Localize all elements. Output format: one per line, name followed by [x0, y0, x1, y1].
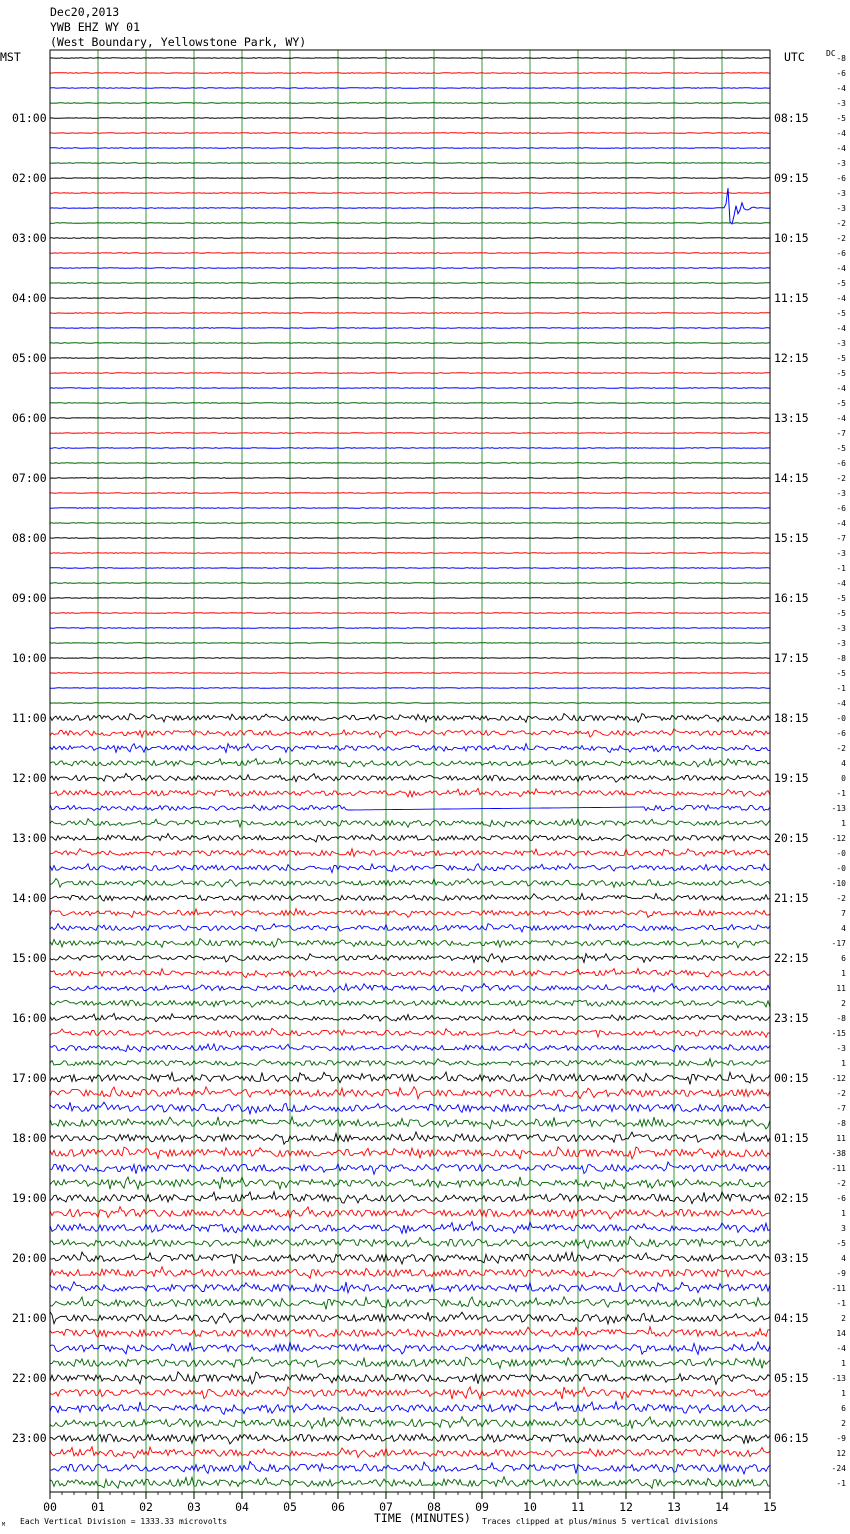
trace-row — [50, 864, 770, 873]
dc-offset-value: -4 — [836, 1344, 846, 1353]
x-tick-label: 11 — [571, 1500, 585, 1514]
trace-row — [50, 1059, 770, 1067]
trace-row — [50, 568, 770, 569]
dc-offset-value: -1 — [836, 564, 846, 573]
dc-offset-value: -6 — [836, 504, 846, 513]
dc-offset-value: 1 — [841, 1209, 846, 1218]
hour-label-utc: 19:15 — [774, 771, 809, 785]
dc-offset-value: 1 — [841, 1359, 846, 1368]
hour-label-utc: 16:15 — [774, 591, 809, 605]
dc-offset-value: -11 — [831, 1284, 846, 1293]
trace-row — [50, 1327, 770, 1338]
hour-label-utc: 22:15 — [774, 951, 809, 965]
trace-row — [50, 954, 770, 963]
trace-row — [50, 1342, 770, 1355]
dc-offset-value: -6 — [836, 69, 846, 78]
hour-label-utc: 23:15 — [774, 1011, 809, 1025]
hour-label-mst: 08:00 — [12, 531, 47, 545]
dc-offset-value: 7 — [841, 909, 846, 918]
hour-label-utc: 02:15 — [774, 1191, 809, 1205]
dc-offset-value: 4 — [841, 924, 846, 933]
x-tick-label: 07 — [379, 1500, 393, 1514]
dc-offset-value: -2 — [836, 1089, 846, 1098]
dc-offset-value: 1 — [841, 819, 846, 828]
dc-offset-value: -2 — [836, 234, 846, 243]
dc-offset-value: 2 — [841, 1314, 846, 1323]
dc-offset-value: -4 — [836, 699, 846, 708]
dc-offset-value: -4 — [836, 84, 846, 93]
x-axis-title: TIME (MINUTES) — [374, 1511, 471, 1525]
dc-offset-value: -38 — [831, 1149, 846, 1158]
trace-row — [50, 298, 770, 299]
trace-row — [50, 729, 770, 738]
hour-label-mst: 20:00 — [12, 1251, 47, 1265]
dc-offset-value: -4 — [836, 519, 846, 528]
trace-row — [50, 193, 770, 194]
footer-scale-note: Each Vertical Division = 1333.33 microvolts — [20, 1517, 228, 1526]
hour-label-utc: 15:15 — [774, 531, 809, 545]
utc-hour-labels — [774, 111, 809, 1445]
trace-row — [50, 805, 770, 811]
trace-row — [50, 1372, 770, 1384]
trace-row — [50, 523, 770, 524]
trace-row — [50, 178, 770, 179]
trace-row — [50, 1192, 770, 1204]
trace-row — [50, 253, 770, 254]
dc-offset-labels — [832, 54, 847, 1488]
dc-offset-value: -11 — [831, 1164, 846, 1173]
dc-offset-value: 3 — [841, 1224, 846, 1233]
dc-offset-value: 4 — [841, 1254, 846, 1263]
trace-row — [50, 268, 770, 269]
trace-row — [50, 819, 770, 828]
dc-offset-value: -5 — [836, 609, 846, 618]
dc-offset-value: -5 — [836, 354, 846, 363]
header-date: Dec20,2013 — [50, 5, 120, 19]
trace-row — [50, 328, 770, 329]
hour-label-utc: 18:15 — [774, 711, 809, 725]
hour-label-utc: 11:15 — [774, 291, 809, 305]
dc-offset-value: -6 — [836, 174, 846, 183]
dc-offset-value: -4 — [836, 144, 846, 153]
dc-offset-value: -4 — [836, 384, 846, 393]
trace-row — [50, 1044, 770, 1052]
dc-offset-value: 1 — [841, 1059, 846, 1068]
dc-offset-value: 6 — [841, 954, 846, 963]
dc-offset-value: -4 — [836, 129, 846, 138]
trace-row — [50, 598, 770, 599]
dc-offset-value: -8 — [836, 654, 846, 663]
hour-label-utc: 04:15 — [774, 1311, 809, 1325]
trace-row — [50, 508, 770, 509]
dc-offset-value: -12 — [831, 1074, 846, 1083]
dc-offset-value: 12 — [836, 1449, 846, 1458]
trace-row — [50, 238, 770, 239]
dc-offset-value: -13 — [831, 804, 846, 813]
hour-label-utc: 13:15 — [774, 411, 809, 425]
dc-offset-value: -17 — [831, 939, 846, 948]
dc-offset-value: -6 — [836, 459, 846, 468]
x-tick-label: 02 — [139, 1500, 153, 1514]
trace-row — [50, 118, 770, 119]
x-tick-label: 10 — [523, 1500, 537, 1514]
trace-row — [50, 939, 770, 948]
hour-label-mst: 22:00 — [12, 1371, 47, 1385]
trace-row — [50, 1117, 770, 1129]
dc-offset-value: 6 — [841, 1404, 846, 1413]
hour-label-mst: 18:00 — [12, 1131, 47, 1145]
hour-label-mst: 09:00 — [12, 591, 47, 605]
hour-label-utc: 21:15 — [774, 891, 809, 905]
hour-label-mst: 15:00 — [12, 951, 47, 965]
dc-offset-value: -15 — [831, 1029, 846, 1038]
left-timezone-label: MST — [0, 50, 21, 64]
dc-offset-value: -2 — [836, 474, 846, 483]
x-tick-label: 08 — [427, 1500, 441, 1514]
trace-row — [50, 133, 770, 134]
seismic-traces — [50, 58, 770, 1489]
dc-offset-value: -5 — [836, 1239, 846, 1248]
dc-offset-value: -10 — [831, 879, 846, 888]
trace-row — [50, 388, 770, 389]
trace-row — [50, 418, 770, 419]
dc-offset-value: 1 — [841, 1389, 846, 1398]
dc-offset-value: 2 — [841, 999, 846, 1008]
dc-offset-value: 14 — [836, 1329, 846, 1338]
trace-row — [50, 103, 770, 104]
trace-row — [50, 373, 770, 374]
trace-row — [50, 1267, 770, 1279]
trace-row — [50, 1072, 770, 1084]
dc-offset-value: -5 — [836, 369, 846, 378]
hour-label-mst: 13:00 — [12, 831, 47, 845]
trace-row — [50, 1252, 770, 1264]
hour-label-mst: 04:00 — [12, 291, 47, 305]
trace-row — [50, 1177, 770, 1189]
trace-row — [50, 478, 770, 479]
dc-offset-value: -3 — [836, 189, 846, 198]
dc-offset-value: -1 — [836, 1299, 846, 1308]
trace-row — [50, 773, 770, 782]
hour-label-utc: 06:15 — [774, 1431, 809, 1445]
trace-row — [50, 849, 770, 857]
x-tick-label: 06 — [331, 1500, 345, 1514]
dc-offset-value: -3 — [836, 624, 846, 633]
hour-label-utc: 09:15 — [774, 171, 809, 185]
trace-row — [50, 538, 770, 539]
dc-offset-value: -3 — [836, 204, 846, 213]
x-tick-label: 14 — [715, 1500, 729, 1514]
trace-row — [50, 1447, 770, 1459]
trace-row — [50, 1462, 770, 1474]
dc-offset-value: -0 — [836, 714, 846, 723]
hour-label-mst: 05:00 — [12, 351, 47, 365]
trace-row — [50, 1000, 770, 1007]
dc-offset-value: -7 — [836, 1104, 846, 1113]
trace-row — [50, 58, 770, 59]
hour-label-utc: 01:15 — [774, 1131, 809, 1145]
trace-row — [50, 924, 770, 932]
x-tick-label: 03 — [187, 1500, 201, 1514]
dc-offset-value: -9 — [836, 1269, 846, 1278]
dc-offset-value: -2 — [836, 744, 846, 753]
dc-offset-value: -1 — [836, 789, 846, 798]
trace-row — [50, 1282, 770, 1293]
dc-offset-value: -9 — [836, 1434, 846, 1443]
trace-row — [50, 1297, 770, 1310]
dc-offset-value: 11 — [836, 1134, 846, 1143]
hour-label-mst: 01:00 — [12, 111, 47, 125]
hour-label-utc: 17:15 — [774, 651, 809, 665]
dc-offset-value: -1 — [836, 684, 846, 693]
trace-row — [50, 88, 770, 89]
dc-offset-value: -8 — [836, 1014, 846, 1023]
dc-offset-value: -5 — [836, 279, 846, 288]
dc-offset-value: 2 — [841, 1419, 846, 1428]
trace-row — [50, 583, 770, 584]
trace-row — [50, 1013, 770, 1021]
x-tick-label: 15 — [763, 1500, 777, 1514]
hour-label-mst: 23:00 — [12, 1431, 47, 1445]
hour-label-mst: 11:00 — [12, 711, 47, 725]
dc-offset-value: -5 — [836, 444, 846, 453]
x-tick-label: 05 — [283, 1500, 297, 1514]
trace-row — [50, 1357, 770, 1368]
trace-row — [50, 313, 770, 314]
trace-row — [50, 223, 770, 224]
x-tick-label: 12 — [619, 1500, 633, 1514]
trace-row — [50, 1162, 770, 1174]
dc-offset-value: 1 — [841, 969, 846, 978]
hour-label-mst: 16:00 — [12, 1011, 47, 1025]
trace-row — [50, 1387, 770, 1399]
x-tick-label: 09 — [475, 1500, 489, 1514]
trace-row — [50, 493, 770, 494]
dc-offset-value: -3 — [836, 549, 846, 558]
hour-label-mst: 06:00 — [12, 411, 47, 425]
dc-offset-value: -4 — [836, 414, 846, 423]
hour-label-mst: 02:00 — [12, 171, 47, 185]
trace-row — [50, 643, 770, 644]
dc-offset-value: -4 — [836, 579, 846, 588]
dc-offset-value: -12 — [831, 834, 846, 843]
trace-row — [50, 283, 770, 284]
dc-offset-header: DC — [826, 49, 836, 58]
hour-label-utc: 10:15 — [774, 231, 809, 245]
dc-offset-value: -4 — [836, 264, 846, 273]
x-tick-label: 01 — [91, 1500, 105, 1514]
x-tick-label: 00 — [43, 1500, 57, 1514]
dc-offset-value: -5 — [836, 399, 846, 408]
trace-row — [50, 73, 770, 74]
trace-row — [50, 403, 770, 404]
trace-row — [50, 894, 770, 902]
trace-row — [50, 1222, 770, 1234]
trace-row — [50, 448, 770, 449]
dc-offset-value: -2 — [836, 219, 846, 228]
dc-offset-value: -7 — [836, 429, 846, 438]
hour-label-mst: 21:00 — [12, 1311, 47, 1325]
dc-offset-value: -6 — [836, 249, 846, 258]
trace-row — [50, 1434, 770, 1444]
trace-row — [50, 1207, 770, 1219]
trace-row — [50, 1312, 770, 1324]
corner-mark: M — [2, 1522, 6, 1528]
dc-offset-value: -3 — [836, 489, 846, 498]
hour-label-mst: 07:00 — [12, 471, 47, 485]
minute-gridlines — [98, 50, 722, 1492]
trace-row — [50, 433, 770, 434]
trace-row — [50, 788, 770, 797]
hour-label-utc: 05:15 — [774, 1371, 809, 1385]
trace-row — [50, 1132, 770, 1144]
trace-row — [50, 463, 770, 464]
mst-hour-labels — [12, 111, 47, 1445]
dc-offset-value: -4 — [836, 324, 846, 333]
trace-row — [50, 1102, 770, 1114]
dc-offset-value: -2 — [836, 1179, 846, 1188]
dc-offset-value: -0 — [836, 864, 846, 873]
trace-row — [50, 968, 770, 977]
dc-offset-value: -5 — [836, 669, 846, 678]
dc-offset-value: -8 — [836, 54, 846, 63]
trace-row — [50, 983, 770, 992]
trace-row — [50, 744, 770, 753]
trace-row — [50, 148, 770, 149]
hour-label-mst: 12:00 — [12, 771, 47, 785]
header-location: (West Boundary, Yellowstone Park, WY) — [50, 35, 307, 49]
dc-offset-value: -6 — [836, 1194, 846, 1203]
trace-row — [50, 688, 770, 689]
dc-offset-value: 4 — [841, 759, 846, 768]
dc-offset-value: -13 — [831, 1374, 846, 1383]
trace-row — [50, 1237, 770, 1249]
dc-offset-value: -5 — [836, 114, 846, 123]
hour-label-mst: 17:00 — [12, 1071, 47, 1085]
hour-label-mst: 14:00 — [12, 891, 47, 905]
dc-offset-value: -5 — [836, 594, 846, 603]
dc-offset-value: -3 — [836, 99, 846, 108]
dc-offset-value: -4 — [836, 294, 846, 303]
x-tick-label: 13 — [667, 1500, 681, 1514]
dc-offset-value: -1 — [836, 1479, 846, 1488]
trace-row — [50, 714, 770, 723]
dc-offset-value: -6 — [836, 729, 846, 738]
trace-row — [50, 163, 770, 164]
trace-row — [50, 1417, 770, 1429]
hour-label-utc: 00:15 — [774, 1071, 809, 1085]
trace-row — [50, 628, 770, 629]
dc-offset-value: -3 — [836, 1044, 846, 1053]
dc-offset-value: 0 — [841, 774, 846, 783]
trace-row — [50, 834, 770, 842]
hour-label-mst: 19:00 — [12, 1191, 47, 1205]
trace-row — [50, 1402, 770, 1415]
dc-offset-value: -0 — [836, 849, 846, 858]
trace-row — [50, 343, 770, 344]
trace-row — [50, 358, 770, 359]
dc-offset-value: -3 — [836, 639, 846, 648]
hour-label-utc: 08:15 — [774, 111, 809, 125]
trace-row — [50, 1087, 770, 1099]
trace-row — [50, 553, 770, 554]
trace-row — [50, 613, 770, 614]
dc-offset-value: -8 — [836, 1119, 846, 1128]
trace-row — [50, 758, 770, 767]
hour-label-utc: 20:15 — [774, 831, 809, 845]
trace-row — [50, 1028, 770, 1037]
hour-label-utc: 12:15 — [774, 351, 809, 365]
dc-offset-value: -7 — [836, 534, 846, 543]
trace-row — [50, 909, 770, 918]
hour-label-mst: 10:00 — [12, 651, 47, 665]
trace-row — [50, 1147, 770, 1159]
hour-label-mst: 03:00 — [12, 231, 47, 245]
hour-label-utc: 03:15 — [774, 1251, 809, 1265]
dc-offset-value: -5 — [836, 309, 846, 318]
dc-offset-value: -3 — [836, 159, 846, 168]
right-timezone-label: UTC — [784, 50, 805, 64]
dc-offset-value: 11 — [836, 984, 846, 993]
dc-offset-value: -2 — [836, 894, 846, 903]
trace-row — [50, 703, 770, 704]
trace-row — [50, 879, 770, 888]
trace-row — [50, 673, 770, 674]
trace-row — [50, 658, 770, 659]
dc-offset-value: -24 — [831, 1464, 846, 1473]
hour-label-utc: 14:15 — [774, 471, 809, 485]
footer-clip-note: Traces clipped at plus/minus 5 vertical divisions — [482, 1517, 719, 1526]
x-tick-label: 04 — [235, 1500, 249, 1514]
dc-offset-value: -3 — [836, 339, 846, 348]
trace-row — [50, 1477, 770, 1489]
header-station: YWB EHZ WY 01 — [50, 20, 141, 34]
